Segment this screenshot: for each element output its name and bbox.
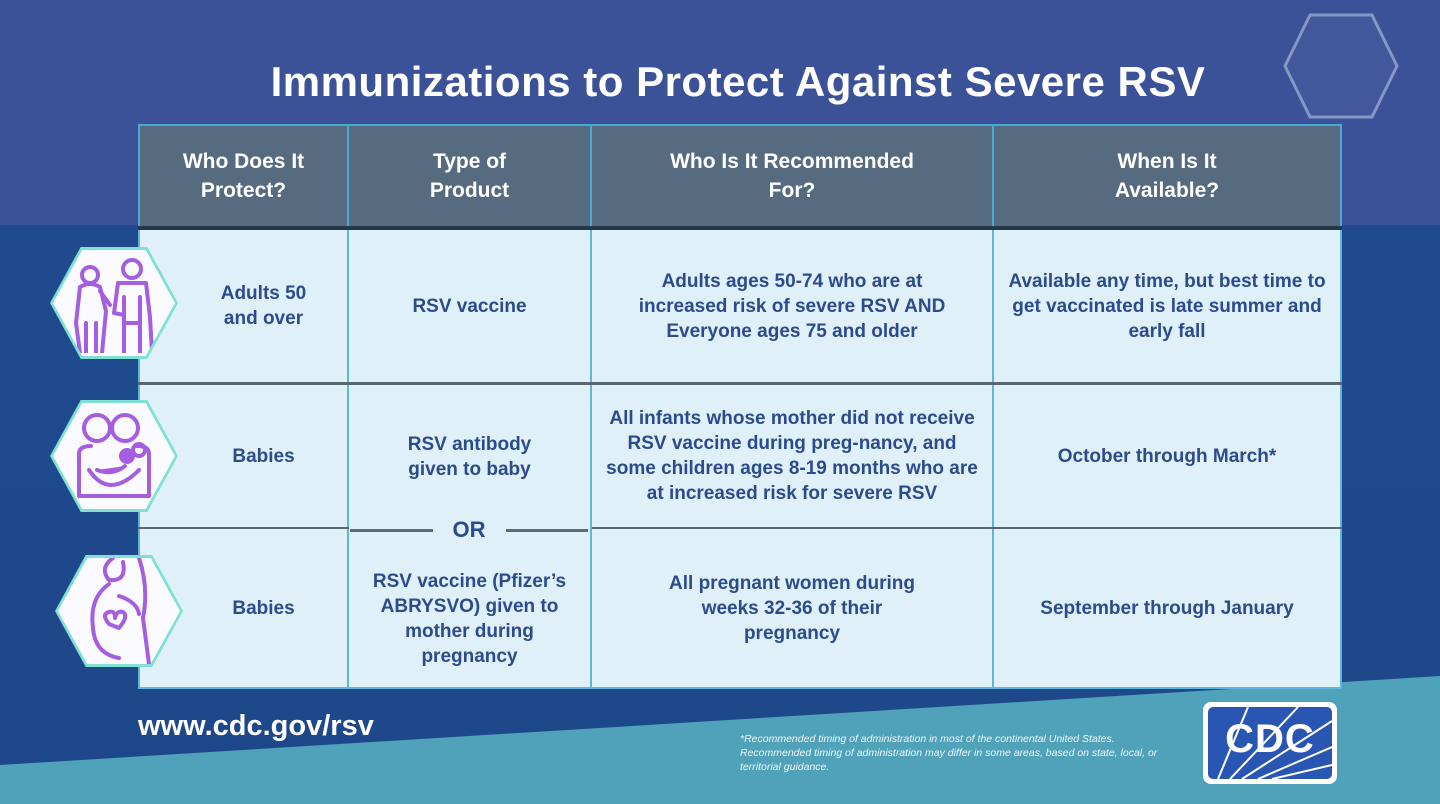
website-link[interactable]: www.cdc.gov/rsv [138,710,374,742]
header-label: Type of Product [429,150,510,202]
cell-available: Available any time, but best time to get vaccinated is late summer and early fall [993,228,1341,384]
cell-text: All pregnant women during weeks 32-36 of their pregnancy [669,572,915,644]
cell-text: Babies [232,445,295,467]
cell-text: RSV vaccine (Pfizer’s ABRYSVO) given to mother during pregnancy [372,570,567,667]
table-header-row [139,125,1341,228]
header-label: Who Does It Protect? [182,150,305,202]
table-row [139,228,1341,384]
cell-text: RSV antibody given to baby [407,433,532,480]
cdc-logo [1203,702,1337,784]
table-row [139,528,1341,688]
cell-text: Adults 50 and over [220,283,307,329]
divider-line [350,529,433,532]
logo-text: CDC [1225,717,1315,761]
divider-line [506,529,589,532]
page-title: Immunizations to Protect Against Severe RSV [270,58,1206,105]
header-recommended-for [591,125,993,228]
cell-recommended [591,528,993,688]
cell-recommended [591,228,993,384]
cell-text: Adults ages 50-74 who are at increased risk of severe RSV AND Everyone ages 75 and older [638,270,946,342]
header-availability [993,125,1341,228]
cell-product [348,384,591,529]
or-label: OR [435,517,504,543]
cell-recommended: All infants whose mother did not receive RSV vaccine during preg-nancy, and some children ages 8-19 months who are at increased risk for severe RSV [591,384,993,529]
cell-available: October through March* [993,384,1341,529]
header-label: Who Is It Recommended For? [670,150,914,202]
or-divider [348,515,590,545]
header-who-protect [139,125,348,228]
cell-text: Babies [232,597,295,619]
immunization-table [138,124,1342,689]
footnote: *Recommended timing of administration in most of the continental United States. Recommended timing of administration may differ in some areas, based on state, local, or territorial guidance. [740,733,1158,773]
header-product-type [348,125,591,228]
table-row [139,384,1341,529]
header-label: When Is It Available? [1114,150,1220,202]
cell-product: RSV vaccine [348,228,591,384]
cell-product [348,528,591,688]
cell-available: September through January [993,528,1341,688]
